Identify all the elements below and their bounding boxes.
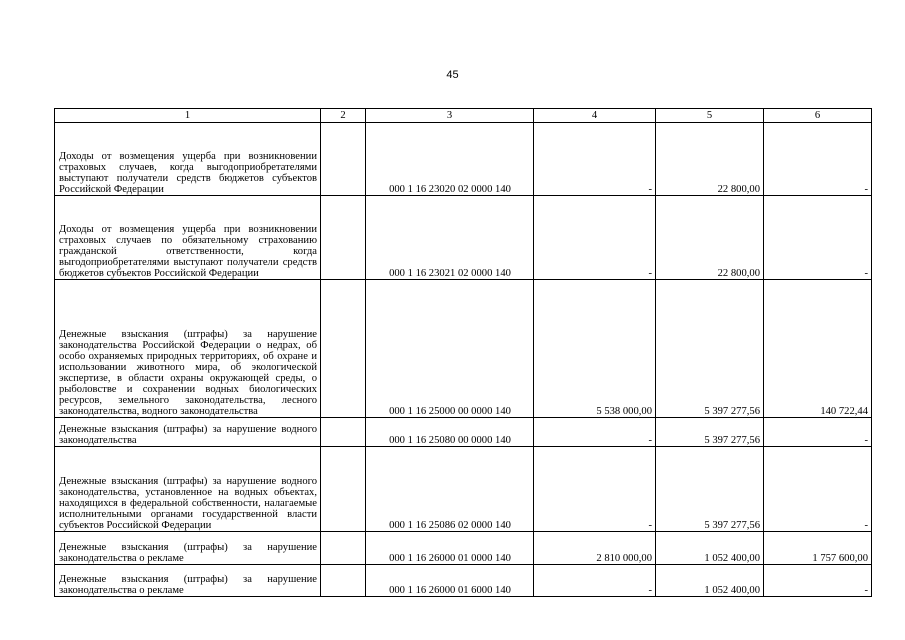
row-col5: 5 397 277,56 <box>656 280 764 418</box>
column-header: 6 <box>764 109 872 123</box>
column-header: 2 <box>321 109 366 123</box>
row-name: Денежные взыскания (штрафы) за нарушение водного законодательства, установленное на водных объектах, находящихся в федеральной собственности, налагаемые исполнительными органами государственной власти субъектов Российской Федерации <box>55 447 321 532</box>
table-row <box>55 565 872 597</box>
row-col4: - <box>534 565 656 597</box>
row-col2 <box>321 280 366 418</box>
row-col5: 1 052 400,00 <box>656 532 764 565</box>
row-code: 000 1 16 26000 01 6000 140 <box>366 565 534 597</box>
table-row <box>55 280 872 418</box>
row-col4: - <box>534 123 656 196</box>
row-name: Денежные взыскания (штрафы) за нарушение законодательства о рекламе <box>55 532 321 565</box>
row-code: 000 1 16 25086 02 0000 140 <box>366 447 534 532</box>
row-col4: - <box>534 196 656 280</box>
row-col6: - <box>764 418 872 447</box>
row-code: 000 1 16 26000 01 0000 140 <box>366 532 534 565</box>
row-code: 000 1 16 25080 00 0000 140 <box>366 418 534 447</box>
table-row <box>55 418 872 447</box>
row-col2 <box>321 447 366 532</box>
row-code: 000 1 16 23021 02 0000 140 <box>366 196 534 280</box>
row-col2 <box>321 418 366 447</box>
row-col5: 5 397 277,56 <box>656 418 764 447</box>
column-header: 1 <box>55 109 321 123</box>
row-name: Денежные взыскания (штрафы) за нарушение водного законодательства <box>55 418 321 447</box>
column-header: 4 <box>534 109 656 123</box>
table-row <box>55 532 872 565</box>
table-row <box>55 447 872 532</box>
row-name: Денежные взыскания (штрафы) за нарушение законодательства о рекламе <box>55 565 321 597</box>
row-col6: - <box>764 123 872 196</box>
page-number: 45 <box>446 69 459 81</box>
row-col6: 1 757 600,00 <box>764 532 872 565</box>
column-header: 5 <box>656 109 764 123</box>
row-col5: 5 397 277,56 <box>656 447 764 532</box>
row-col4: - <box>534 447 656 532</box>
row-col6: - <box>764 196 872 280</box>
column-header: 3 <box>366 109 534 123</box>
row-code: 000 1 16 25000 00 0000 140 <box>366 280 534 418</box>
row-col4: 2 810 000,00 <box>534 532 656 565</box>
row-name: Доходы от возмещения ущерба при возникновении страховых случаев, когда выгодоприобретателями выступают получатели средств бюджетов субъектов Российской Федерации <box>55 123 321 196</box>
row-col5: 1 052 400,00 <box>656 565 764 597</box>
row-col6: - <box>764 565 872 597</box>
row-col4: 5 538 000,00 <box>534 280 656 418</box>
row-col2 <box>321 123 366 196</box>
row-name: Денежные взыскания (штрафы) за нарушение законодательства Российской Федерации о недрах, об особо охраняемых природных территориях, об охране и использовании животного мира, об экологической экспертизе, в области охраны окружающей среды, о рыболовстве и сохранении водных биологических ресурсов, земельного законодательства, лесного законодательства, водного законодательства <box>55 280 321 418</box>
table-header-row <box>55 109 872 123</box>
row-col2 <box>321 532 366 565</box>
table-row <box>55 123 872 196</box>
row-col2 <box>321 196 366 280</box>
budget-table <box>54 108 872 597</box>
row-col6: - <box>764 447 872 532</box>
row-code: 000 1 16 23020 02 0000 140 <box>366 123 534 196</box>
row-col2 <box>321 565 366 597</box>
row-col6: 140 722,44 <box>764 280 872 418</box>
row-name: Доходы от возмещения ущерба при возникновении страховых случаев по обязательному страхованию гражданской ответственности, когда выгодоприобретателями выступают получатели средств бюджетов субъектов Российской Федерации <box>55 196 321 280</box>
table-row <box>55 196 872 280</box>
row-col4: - <box>534 418 656 447</box>
row-col5: 22 800,00 <box>656 123 764 196</box>
row-col5: 22 800,00 <box>656 196 764 280</box>
